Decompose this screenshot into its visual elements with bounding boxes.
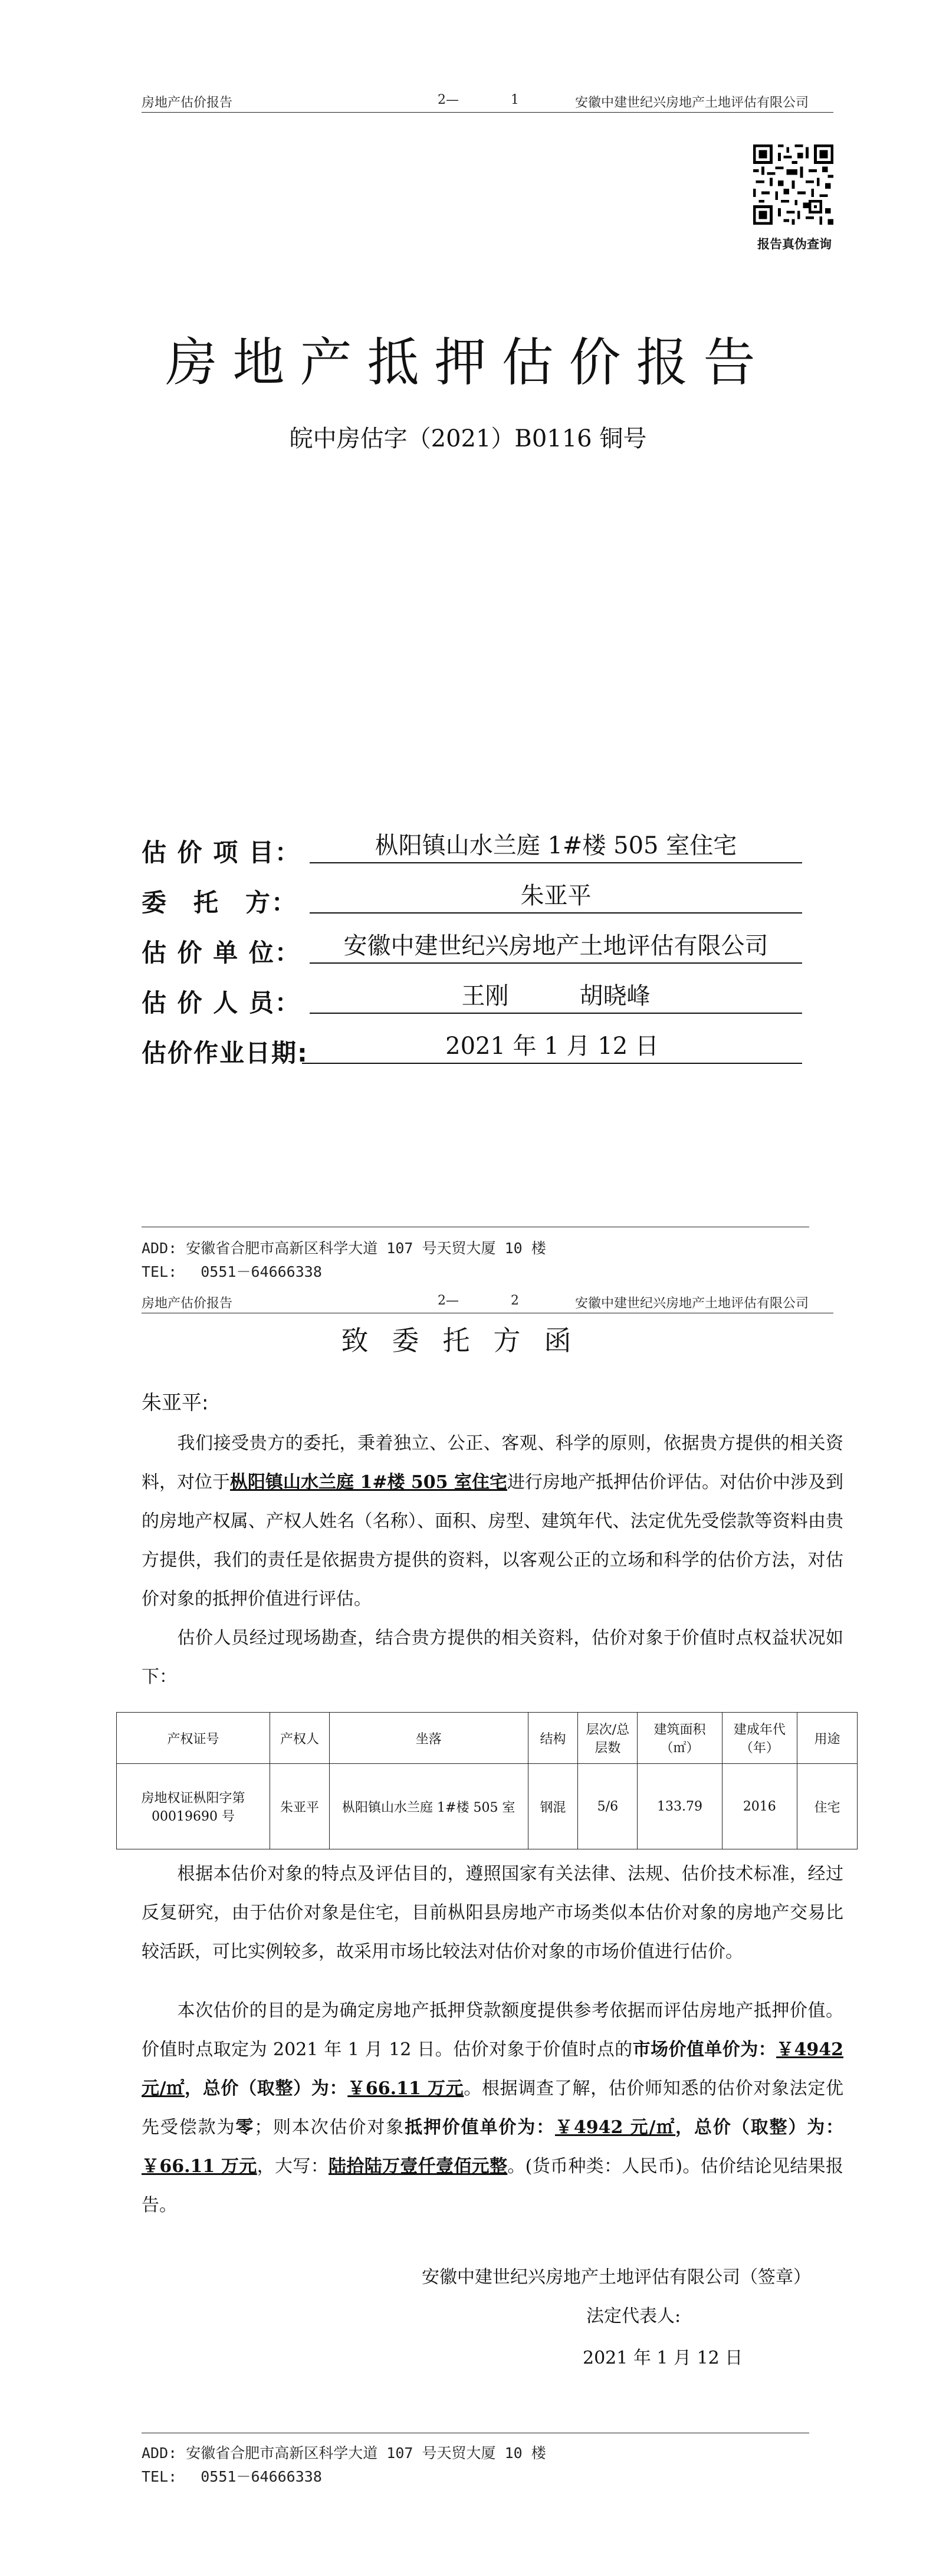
- p2-text: 估价人员经过现场勘查，结合贵方提供的相关资料，估价对象于价值时点权益状况如下：: [142, 1628, 843, 1687]
- letter-title: 致委托方函: [341, 1325, 595, 1356]
- mortgage-total-price: ￥66.11 万元: [142, 2156, 257, 2177]
- table-header-cell: 结构: [528, 1713, 578, 1764]
- mortgage-total-label: ，总价（取整）为：: [675, 2117, 844, 2138]
- mortgage-unit-price: ￥4942 元/㎡: [554, 2117, 676, 2138]
- signature-date: 2021 年 1 月 12 日: [583, 2348, 743, 2368]
- market-total-price: ￥66.11 万元: [347, 2078, 464, 2099]
- footer-address: ADD: 安徽省合肥市高新区科学大道 107 号天贸大厦 10 楼: [142, 2444, 546, 2462]
- amount-in-words: 陆拾陆万壹仟壹佰元整: [329, 2156, 508, 2177]
- table-cell: 2016: [722, 1764, 797, 1849]
- paragraph-conclusion: [142, 1992, 843, 2225]
- footer-address: ADD: 安徽省合肥市高新区科学大道 107 号天贸大厦 10 楼: [142, 1240, 546, 1257]
- p4-text-m: ，大写：: [257, 2156, 329, 2177]
- p4-text-o: 。(货币种类：人民币)。估价结论见结果报告。: [142, 2156, 843, 2216]
- table-header-cell: 用途: [797, 1713, 858, 1764]
- p4-text-a: 本次估价的目的是为确定房地产抵押贷款额度提供参考依据而评估房地产抵押价值。价值时点取定为 2021 年 1 月 12 日。估价对象于价值时点的: [142, 2000, 843, 2060]
- market-unit-price-label: 市场价值单价为：: [632, 2039, 777, 2060]
- table-cell: 朱亚平: [270, 1764, 330, 1849]
- header-page-number: 2: [511, 1293, 519, 1308]
- p1-text-c: 进行房地产抵押估价评估。对估价中涉及到的房地产权属、产权人姓名（名称）、面积、房型、建筑年代、法定优先受偿款等资料由贵方提供，我们的责任是依据贵方提供的资料，以客观公正的立场和科学的估价方法，对估价对象的抵押价值进行评估。: [142, 1472, 844, 1609]
- field-value-client: 朱亚平: [310, 879, 802, 914]
- p1-text-a: 我们接受贵方的委托，秉着独立、公正、客观、科学的原则，依据贵方提供的相关资料，对位于: [142, 1433, 843, 1493]
- field-label-appraisers: 估 价 人 员：: [142, 988, 301, 1017]
- market-unit-price: ￥4942 元/㎡: [142, 2039, 843, 2099]
- header-page-number: 1: [511, 93, 519, 107]
- field-value-appraisers: 王刚 胡晓峰: [310, 980, 802, 1014]
- field-label-client: 委 托 方：: [142, 888, 298, 917]
- header-left: 房地产估价报告: [142, 1296, 233, 1311]
- field-value-date: 2021 年 1 月 12 日: [302, 1030, 802, 1064]
- field-label-date: 估价作业日期:: [142, 1039, 308, 1067]
- paragraph-commission: [142, 1424, 843, 1619]
- verification-qr-code[interactable]: [753, 144, 833, 225]
- table-cell: 133.79: [638, 1764, 722, 1849]
- qr-caption: 报告真伪查询: [757, 236, 832, 251]
- p3-text: 根据本估价对象的特点及评估目的，遵照国家有关法律、法规、估价技术标准，经过反复研究，由于估价对象是住宅，目前枞阳县房地产市场类似本估价对象的房地产交易比较活跃，可比实例较多，故采用市场比较法对估价对象的市场价值进行估价。: [142, 1864, 843, 1962]
- paragraph-method: [142, 1855, 843, 1972]
- report-number: 皖中房估字（2021）B0116 铜号: [289, 425, 647, 452]
- header-right: 安徽中建世纪兴房地产土地评估有限公司: [575, 1296, 809, 1311]
- salutation: 朱亚平:: [142, 1391, 209, 1415]
- property-table: [116, 1712, 858, 1849]
- table-cell: 钢混: [528, 1764, 578, 1849]
- p4-text-h: ；则本次估价对象: [254, 2117, 405, 2138]
- table-header-row: [117, 1713, 858, 1764]
- table-cell: 5/6: [578, 1764, 638, 1849]
- table-cell: 住宅: [797, 1764, 858, 1849]
- report-title: 房地产抵押估价报告: [165, 332, 771, 393]
- mortgage-unit-price-label: 抵押价值单价为：: [405, 2117, 555, 2138]
- table-header-cell: 建筑面积（㎡）: [638, 1713, 722, 1764]
- table-cell: 枞阳镇山水兰庭 1#楼 505 室: [329, 1764, 528, 1849]
- signature-representative: 法定代表人:: [586, 2306, 681, 2327]
- header-right: 安徽中建世纪兴房地产土地评估有限公司: [575, 96, 809, 110]
- field-value-appraiser-org: 安徽中建世纪兴房地产土地评估有限公司: [310, 929, 802, 964]
- header-left: 房地产估价报告: [142, 96, 233, 110]
- priority-payment-value: 零: [235, 2117, 255, 2138]
- p4-text-f: 。根据调查了解，估价师知悉的估价对象法定优先受偿款为: [142, 2078, 844, 2138]
- table-header-cell: 产权证号: [117, 1713, 270, 1764]
- field-label-project: 估 价 项 目：: [142, 838, 301, 867]
- table-row: [117, 1764, 858, 1849]
- header-rule: [142, 112, 833, 113]
- signature-company: 安徽中建世纪兴房地产土地评估有限公司（签章）: [422, 2267, 811, 2288]
- table-cell: 房地权证枞阳字第00019690 号: [117, 1764, 270, 1849]
- footer-phone: TEL: 0551－64666338: [142, 1263, 322, 1280]
- header-page-prefix: 2—: [438, 1293, 459, 1308]
- field-label-appraiser-org: 估 价 单 位：: [142, 938, 301, 967]
- paragraph-inspection: [142, 1619, 843, 1697]
- table-header-cell: 坐落: [329, 1713, 528, 1764]
- table-header-cell: 层次/总层数: [578, 1713, 638, 1764]
- market-total-label: ，总价（取整）为：: [185, 2078, 348, 2099]
- table-header-cell: 产权人: [270, 1713, 330, 1764]
- header-page-prefix: 2—: [438, 93, 459, 107]
- table-header-cell: 建成年代（年）: [722, 1713, 797, 1764]
- footer-phone: TEL: 0551－64666338: [142, 2468, 322, 2485]
- property-address: 枞阳镇山水兰庭 1#楼 505 室住宅: [230, 1472, 507, 1493]
- field-value-project: 枞阳镇山水兰庭 1#楼 505 室住宅: [310, 829, 802, 863]
